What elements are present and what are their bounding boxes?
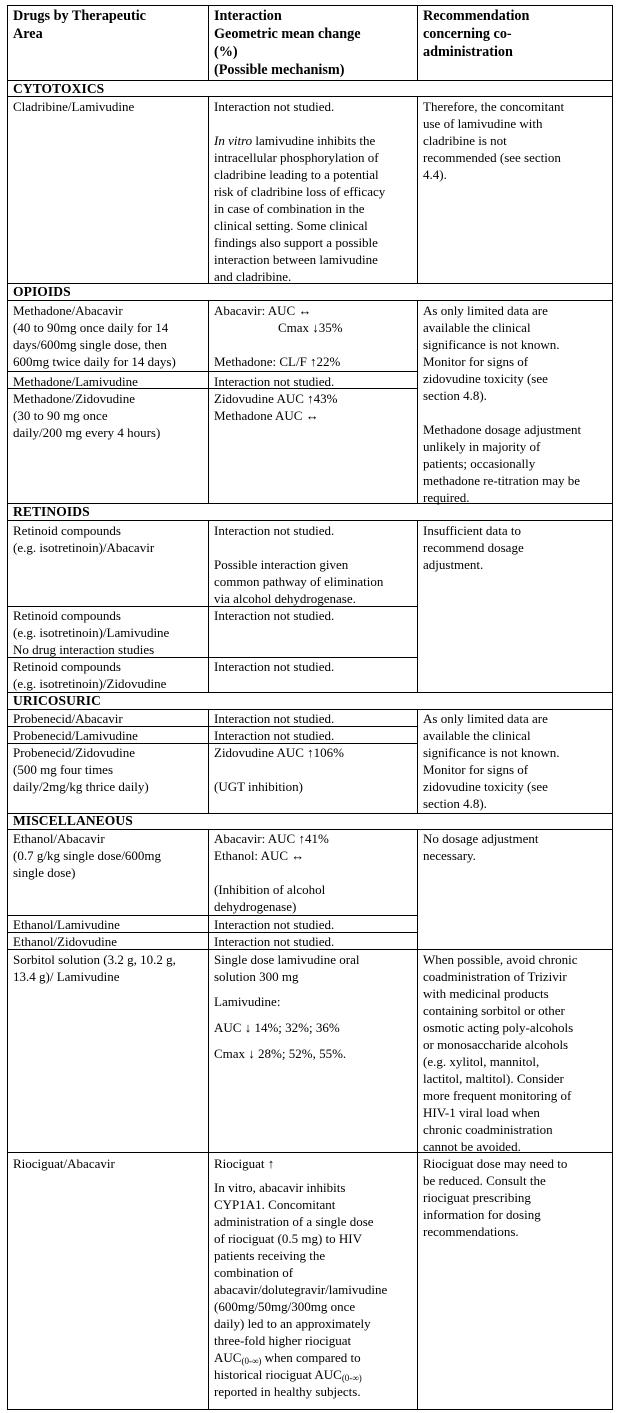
text-line: (e.g. isotretinoin)/Lamivudine (13, 625, 170, 640)
subscript: (0-∞) (241, 1356, 262, 1366)
drug-ethanol-lamivudine: Ethanol/Lamivudine (13, 917, 120, 932)
interaction-cell: Interaction not studied. (214, 659, 335, 674)
text-line: of riociguat (0.5 mg) to HIV (214, 1231, 363, 1246)
col-divider (208, 5, 209, 81)
text-line: abacavir/dolutegravir/lamivudine (214, 1282, 388, 1297)
drug-cladribine-lamivudine: Cladribine/Lamivudine (13, 99, 135, 114)
text-line: clinical setting. Some clinical (214, 218, 368, 233)
text-line: and cladribine. (214, 269, 292, 284)
recommendation-cell (423, 951, 578, 1155)
text-line: Riociguat dose may need to (423, 1156, 568, 1171)
text-line: (0.7 g/kg single dose/600mg (13, 848, 162, 863)
header-line: (Possible mechanism) (214, 62, 345, 78)
interaction-cell (214, 744, 344, 795)
text-line: CYP1A1. Concomitant (214, 1197, 336, 1212)
text-line (214, 1349, 387, 1366)
text-line: reported in healthy subjects. (214, 1384, 361, 1399)
row-border (7, 300, 613, 301)
interaction-cell (214, 830, 329, 915)
row-border (7, 371, 418, 372)
section-title-uricosuric: URICOSURIC (13, 693, 102, 708)
text-line: Cmax ↓35% (278, 320, 343, 335)
col-divider (417, 96, 418, 283)
text-line: dehydrogenase) (214, 899, 297, 914)
drug-methadone-abacavir (13, 302, 176, 370)
text-line: Single dose lamivudine oral (214, 952, 360, 967)
interaction-cell: Interaction not studied. (214, 374, 335, 389)
interaction-cell (214, 98, 385, 285)
col-divider (417, 5, 418, 81)
text-line: (Inhibition of alcohol (214, 882, 326, 897)
text-line: Cmax ↓ 28%; 52%, 55%. (214, 1046, 347, 1061)
row-border (7, 5, 613, 6)
text-line: osmotic acting poly-alcohols (423, 1020, 574, 1035)
text-line: cannot be avoided. (423, 1139, 521, 1154)
text-line: available the clinical (423, 320, 531, 335)
text-line: chronic coadministration (423, 1122, 553, 1137)
text-line: Abacavir: AUC ↔ (214, 303, 312, 318)
text-line: As only limited data are (423, 303, 548, 318)
text-line: patients receiving the (214, 1248, 326, 1263)
text-line: Retinoid compounds (13, 608, 121, 623)
header-line: Interaction (214, 8, 282, 24)
text-line: No drug interaction studies (13, 642, 155, 657)
text-line: be reduced. Consult the (423, 1173, 546, 1188)
text-line: Methadone: CL/F ↑22% (214, 354, 341, 369)
text-line: Methadone AUC ↔ (214, 408, 319, 423)
text-line: recommendations. (423, 1224, 519, 1239)
col-divider (417, 709, 418, 813)
text-line: Zidovudine AUC ↑43% (214, 391, 338, 406)
text-line: information for dosing (423, 1207, 541, 1222)
text-line: combination of (214, 1265, 294, 1280)
table-border-right (612, 5, 613, 1409)
text-line: No dosage adjustment (423, 831, 539, 846)
drug-retinoid-lamivudine (13, 607, 169, 658)
text-line: section 4.8). (423, 388, 487, 403)
col-divider (417, 300, 418, 503)
text-line: via alcohol dehydrogenase. (214, 591, 356, 606)
text-line: (600mg/50mg/300mg once (214, 1299, 356, 1314)
text-span: AUC (214, 1350, 242, 1365)
drug-retinoid-zidovudine (13, 658, 166, 692)
text-line: (UGT inhibition) (214, 779, 303, 794)
header-recommendation (423, 7, 529, 61)
text-line: with medicinal products (423, 986, 549, 1001)
text-line: solution 300 mg (214, 969, 299, 984)
text-line: Riociguat ↑ (214, 1156, 275, 1171)
text-line: As only limited data are (423, 711, 548, 726)
interaction-cell (214, 390, 338, 424)
text-line: patients; occasionally (423, 456, 536, 471)
interaction-cell (214, 951, 360, 1062)
text-line: Interaction not studied. (214, 523, 335, 538)
text-line: coadministration of Trizivir (423, 969, 567, 984)
text-line: interaction between lamivudine (214, 252, 378, 267)
text-line: significance is not known. (423, 745, 560, 760)
interaction-cell (214, 1155, 387, 1400)
text-line: days/600mg single dose, then (13, 337, 167, 352)
text-line: findings also support a possible (214, 235, 378, 250)
text-line: (40 to 90mg once daily for 14 (13, 320, 169, 335)
text-line: zidovudine toxicity (see (423, 779, 548, 794)
text-line: 600mg twice daily for 14 days) (13, 354, 176, 369)
text-line: methadone re-titration may be (423, 473, 581, 488)
drug-probenecid-zidovudine (13, 744, 149, 795)
text-line: risk of cladribine loss of efficacy (214, 184, 386, 199)
header-line: Geometric mean change (214, 26, 361, 42)
header-line: Drugs by Therapeutic (13, 8, 146, 24)
drug-methadone-lamivudine: Methadone/Lamivudine (13, 374, 138, 389)
text-line: use of lamivudine with (423, 116, 543, 131)
interaction-cell: Interaction not studied. (214, 711, 335, 726)
interaction-cell: Interaction not studied. (214, 917, 335, 932)
section-title-cytotoxics: CYTOTOXICS (13, 81, 105, 96)
text-line: Abacavir: AUC ↑41% (214, 831, 329, 846)
text-line: In vitro, abacavir inhibits (214, 1180, 346, 1195)
col-divider (208, 96, 209, 283)
italic-text: In vitro (214, 133, 253, 148)
col-divider (208, 829, 209, 1409)
text-line: Sorbitol solution (3.2 g, 10.2 g, (13, 952, 176, 967)
text-line: unlikely in majority of (423, 439, 541, 454)
interaction-cell: Interaction not studied. (214, 608, 335, 623)
text-line: 13.4 g)/ Lamivudine (13, 969, 120, 984)
drug-retinoid-abacavir (13, 522, 154, 556)
table-border-left (7, 5, 8, 1409)
text-line: (e.g. isotretinoin)/Zidovudine (13, 676, 167, 691)
text-line: HIV-1 viral load when (423, 1105, 540, 1120)
text-line: Interaction not studied. (214, 99, 335, 114)
section-title-opioids: OPIOIDS (13, 284, 71, 299)
text-line (214, 1366, 387, 1383)
section-title-miscellaneous: MISCELLANEOUS (13, 813, 133, 828)
text-line: three-fold higher riociguat (214, 1333, 352, 1348)
text-line: (e.g. isotretinoin)/Abacavir (13, 540, 155, 555)
drug-methadone-zidovudine (13, 390, 160, 441)
text-line: section 4.8). (423, 796, 487, 811)
text-line: Therefore, the concomitant (423, 99, 565, 114)
text-line: lactitol, maltitol). Consider (423, 1071, 564, 1086)
text-line: recommended (see section (423, 150, 561, 165)
col-divider (417, 829, 418, 1409)
text-line: intracellular phosphorylation of (214, 150, 379, 165)
text-line: available the clinical (423, 728, 531, 743)
col-divider (208, 300, 209, 503)
recommendation-cell (423, 302, 581, 506)
text-line: required. (423, 490, 470, 505)
recommendation-cell (423, 522, 524, 573)
text-line: Ethanol/Abacavir (13, 831, 105, 846)
text-line: Ethanol: AUC ↔ (214, 848, 305, 863)
text-line: administration of a single dose (214, 1214, 374, 1229)
drug-sorbitol-lamivudine (13, 951, 176, 985)
text-line: recommend dosage (423, 540, 524, 555)
text-line: 4.4). (423, 167, 447, 182)
text-line: daily/200 mg every 4 hours) (13, 425, 161, 440)
text-line: common pathway of elimination (214, 574, 384, 589)
text-line: cladribine leading to a potential (214, 167, 379, 182)
interaction-cell (214, 302, 343, 370)
section-title-retinoids: RETINOIDS (13, 504, 90, 519)
text-line: single dose) (13, 865, 76, 880)
row-border (7, 1409, 613, 1410)
header-drugs (13, 7, 146, 43)
col-divider (208, 709, 209, 813)
text-span: historical riociguat AUC (214, 1367, 342, 1382)
text-span: lamivudine inhibits the (252, 133, 376, 148)
subscript: (0-∞) (341, 1373, 362, 1383)
text-line: AUC ↓ 14%; 32%; 36% (214, 1020, 340, 1035)
header-line: concerning co- (423, 26, 512, 42)
header-line: Recommendation (423, 8, 530, 24)
text-line: (500 mg four times (13, 762, 114, 777)
recommendation-cell (423, 830, 539, 864)
text-line: Monitor for signs of (423, 762, 529, 777)
text-line: riociguat prescribing (423, 1190, 531, 1205)
recommendation-cell (423, 710, 559, 812)
recommendation-cell (423, 1155, 567, 1240)
text-line: Probenecid/Zidovudine (13, 745, 136, 760)
text-line: more frequent monitoring of (423, 1088, 572, 1103)
text-line: containing sorbitol or other (423, 1003, 565, 1018)
header-line: (%) (214, 44, 238, 60)
text-line: Insufficient data to (423, 523, 521, 538)
text-line: daily/2mg/kg thrice daily) (13, 779, 149, 794)
drug-probenecid-lamivudine: Probenecid/Lamivudine (13, 728, 138, 743)
text-line: zidovudine toxicity (see (423, 371, 548, 386)
drug-ethanol-zidovudine: Ethanol/Zidovudine (13, 934, 117, 949)
text-line: Methadone/Zidovudine (13, 391, 136, 406)
text-line (214, 132, 385, 149)
header-line: administration (423, 44, 513, 60)
text-line: significance is not known. (423, 337, 560, 352)
text-span: when compared to (261, 1350, 361, 1365)
drug-riociguat-abacavir: Riociguat/Abacavir (13, 1156, 115, 1171)
text-line: Methadone/Abacavir (13, 303, 123, 318)
text-line: (e.g. xylitol, mannitol, (423, 1054, 540, 1069)
interaction-cell (214, 522, 383, 607)
text-line: adjustment. (423, 557, 484, 572)
text-line: Possible interaction given (214, 557, 349, 572)
interaction-cell: Interaction not studied. (214, 728, 335, 743)
text-line: Zidovudine AUC ↑106% (214, 745, 344, 760)
text-line: necessary. (423, 848, 476, 863)
interaction-cell: Interaction not studied. (214, 934, 335, 949)
drug-ethanol-abacavir (13, 830, 161, 881)
text-line: Lamivudine: (214, 994, 281, 1009)
text-line: in case of combination in the (214, 201, 365, 216)
text-line: daily) led to an approximately (214, 1316, 371, 1331)
text-line: Monitor for signs of (423, 354, 529, 369)
recommendation-cell (423, 98, 564, 183)
text-line: Methadone dosage adjustment (423, 422, 582, 437)
text-line: When possible, avoid chronic (423, 952, 578, 967)
text-line: cladribine is not (423, 133, 507, 148)
text-line: Retinoid compounds (13, 659, 121, 674)
header-line: Area (13, 26, 43, 42)
text-line: Retinoid compounds (13, 523, 121, 538)
text-line: or monosaccharide alcohols (423, 1037, 569, 1052)
header-interaction (214, 7, 361, 79)
drug-probenecid-abacavir: Probenecid/Abacavir (13, 711, 123, 726)
row-border (7, 520, 613, 521)
text-line: (30 to 90 mg once (13, 408, 108, 423)
